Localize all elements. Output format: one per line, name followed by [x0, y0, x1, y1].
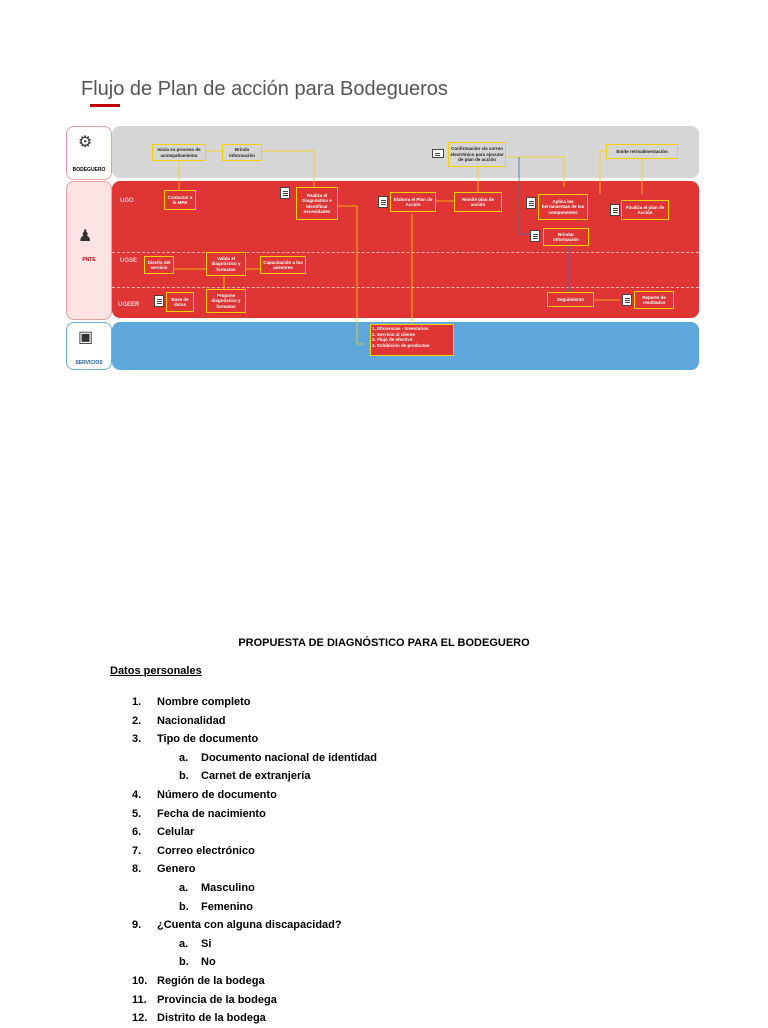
list-item [132, 1009, 377, 1028]
list-item [132, 730, 377, 749]
item-number: 2. [132, 714, 142, 727]
item-text: Genero [157, 863, 196, 876]
propone-box: Propone diagnóstico y formatos [206, 289, 246, 313]
item-number: 11. [132, 993, 147, 1006]
item-number: 10. [132, 974, 148, 987]
list-item [132, 842, 377, 861]
base-datos-box: Base de datos [166, 292, 194, 312]
item-text: No [201, 956, 216, 969]
bodeguero-tag: BODEGUERO [72, 167, 106, 173]
item-number: 4. [132, 788, 142, 801]
item-text: Femenino [201, 900, 253, 913]
contactar-box: Contactar a la MPE [164, 190, 196, 210]
brinda-info-box: Brinda información [222, 144, 262, 161]
item-text: Carnet de extranjería [201, 770, 311, 783]
ugeer-label: UGEER [118, 302, 140, 308]
item-number: a. [179, 881, 189, 894]
document-icon [378, 196, 388, 208]
list-subitem [132, 935, 377, 954]
item-number: b. [179, 900, 189, 913]
reporte-box: Reporte de resultados [634, 291, 674, 309]
item-text: Masculino [201, 881, 255, 894]
document-icon [622, 294, 632, 306]
list-item [132, 693, 377, 712]
item-number: 5. [132, 807, 142, 820]
box-hand-icon: ▣ [78, 329, 94, 346]
list-item [132, 805, 377, 824]
item-number: 12. [132, 1012, 148, 1025]
servicios-tag: SERVICIOS [75, 360, 103, 366]
document-title: PROPUESTA DE DIAGNÓSTICO PARA EL BODEGUERO [238, 637, 530, 649]
servicios-item: 1. Eficiencias - Inventarios [372, 326, 429, 331]
emite-box: Emite retroalimentación [606, 144, 678, 159]
document-icon [280, 187, 290, 199]
item-text: Documento nacional de identidad [201, 751, 378, 764]
item-text: Nombre completo [157, 696, 251, 708]
item-number: 1. [132, 696, 142, 708]
connector [262, 151, 314, 187]
item-number: 9. [132, 919, 142, 932]
item-text: Número de documento [157, 788, 277, 801]
inicia-box: Inicia su proceso de acompañamiento [152, 144, 206, 161]
capacitacion-box: Capacitación a los asesores [260, 256, 306, 274]
confirmacion-box: Confirmación vía correo electrónico para ejecutar de plan de acción [448, 142, 506, 167]
aplica-box: Aplica las herramientas de los componentes [538, 194, 588, 220]
ugse-label: UGSE [120, 258, 138, 264]
list-item [132, 991, 377, 1010]
item-number: 6. [132, 826, 142, 839]
item-number: b. [179, 956, 189, 969]
item-number: 8. [132, 863, 142, 876]
pnte-tag: PNTE [82, 257, 96, 263]
connector [506, 157, 564, 187]
list-item [132, 916, 377, 935]
list-item [132, 786, 377, 805]
ugo-label: UGO [120, 198, 134, 204]
list-item [132, 972, 377, 991]
list-subitem [132, 898, 377, 917]
item-text: Nacionalidad [157, 714, 226, 727]
elabora-box: Elabora el Plan de Acción [390, 192, 436, 212]
bodeguero-icon: ⚙ [78, 134, 93, 151]
item-text: ¿Cuenta con alguna discapacidad? [157, 919, 342, 932]
item-number: a. [179, 937, 189, 950]
list-subitem [132, 767, 377, 786]
item-text: Región de la bodega [157, 974, 265, 987]
list-subitem [132, 749, 377, 768]
servicios-list-box [370, 324, 454, 356]
seguimiento-box: Seguimiento [547, 292, 594, 307]
pnte-icon: ♟ [78, 228, 93, 245]
item-text: Distrito de la bodega [157, 1012, 266, 1025]
title-underline [90, 104, 120, 107]
list-subitem [132, 953, 377, 972]
page-title: Flujo de Plan de acción para Bodegueros [81, 78, 448, 100]
list-item [132, 712, 377, 731]
item-text: Correo electrónico [157, 844, 255, 857]
list-subitem [132, 879, 377, 898]
list-item [132, 823, 377, 842]
connector [337, 206, 364, 344]
remite-box: Remite plan de acción [454, 192, 502, 212]
realiza-box: Realiza el Diagnóstico e Identificar necesidades [296, 187, 338, 220]
item-text: Tipo de documento [157, 733, 259, 746]
document-icon [154, 295, 164, 307]
item-number: 7. [132, 844, 142, 857]
item-number: b. [179, 770, 189, 783]
servicios-item: 3. Flujo de efectivo [372, 337, 413, 342]
list-item [132, 860, 377, 879]
flow-diagram [64, 124, 700, 374]
finaliza-box: Finaliza el plan de Acción [621, 200, 669, 220]
email-icon [432, 149, 444, 158]
servicios-item: 4. Exhibición de productos [372, 342, 430, 348]
item-text: Fecha de nacimiento [157, 807, 266, 820]
connector [519, 157, 532, 234]
item-number: a. [179, 751, 189, 764]
brinda-informacion-box: Brindar Información [543, 228, 589, 246]
section-heading: Datos personales [110, 665, 202, 677]
document-icon [610, 204, 620, 216]
document-icon [526, 197, 536, 209]
item-text: Si [201, 937, 212, 950]
document-icon [530, 230, 540, 242]
item-text: Celular [157, 826, 195, 839]
item-text: Provincia de la bodega [157, 993, 277, 1006]
question-list [132, 693, 377, 1028]
diseno-box: Diseño del servicio [144, 256, 174, 274]
servicios-item: 2. Servicio al cliente [372, 331, 416, 337]
item-number: 3. [132, 733, 142, 746]
valida-box: Valida el diagnóstico y formatos [206, 252, 246, 276]
